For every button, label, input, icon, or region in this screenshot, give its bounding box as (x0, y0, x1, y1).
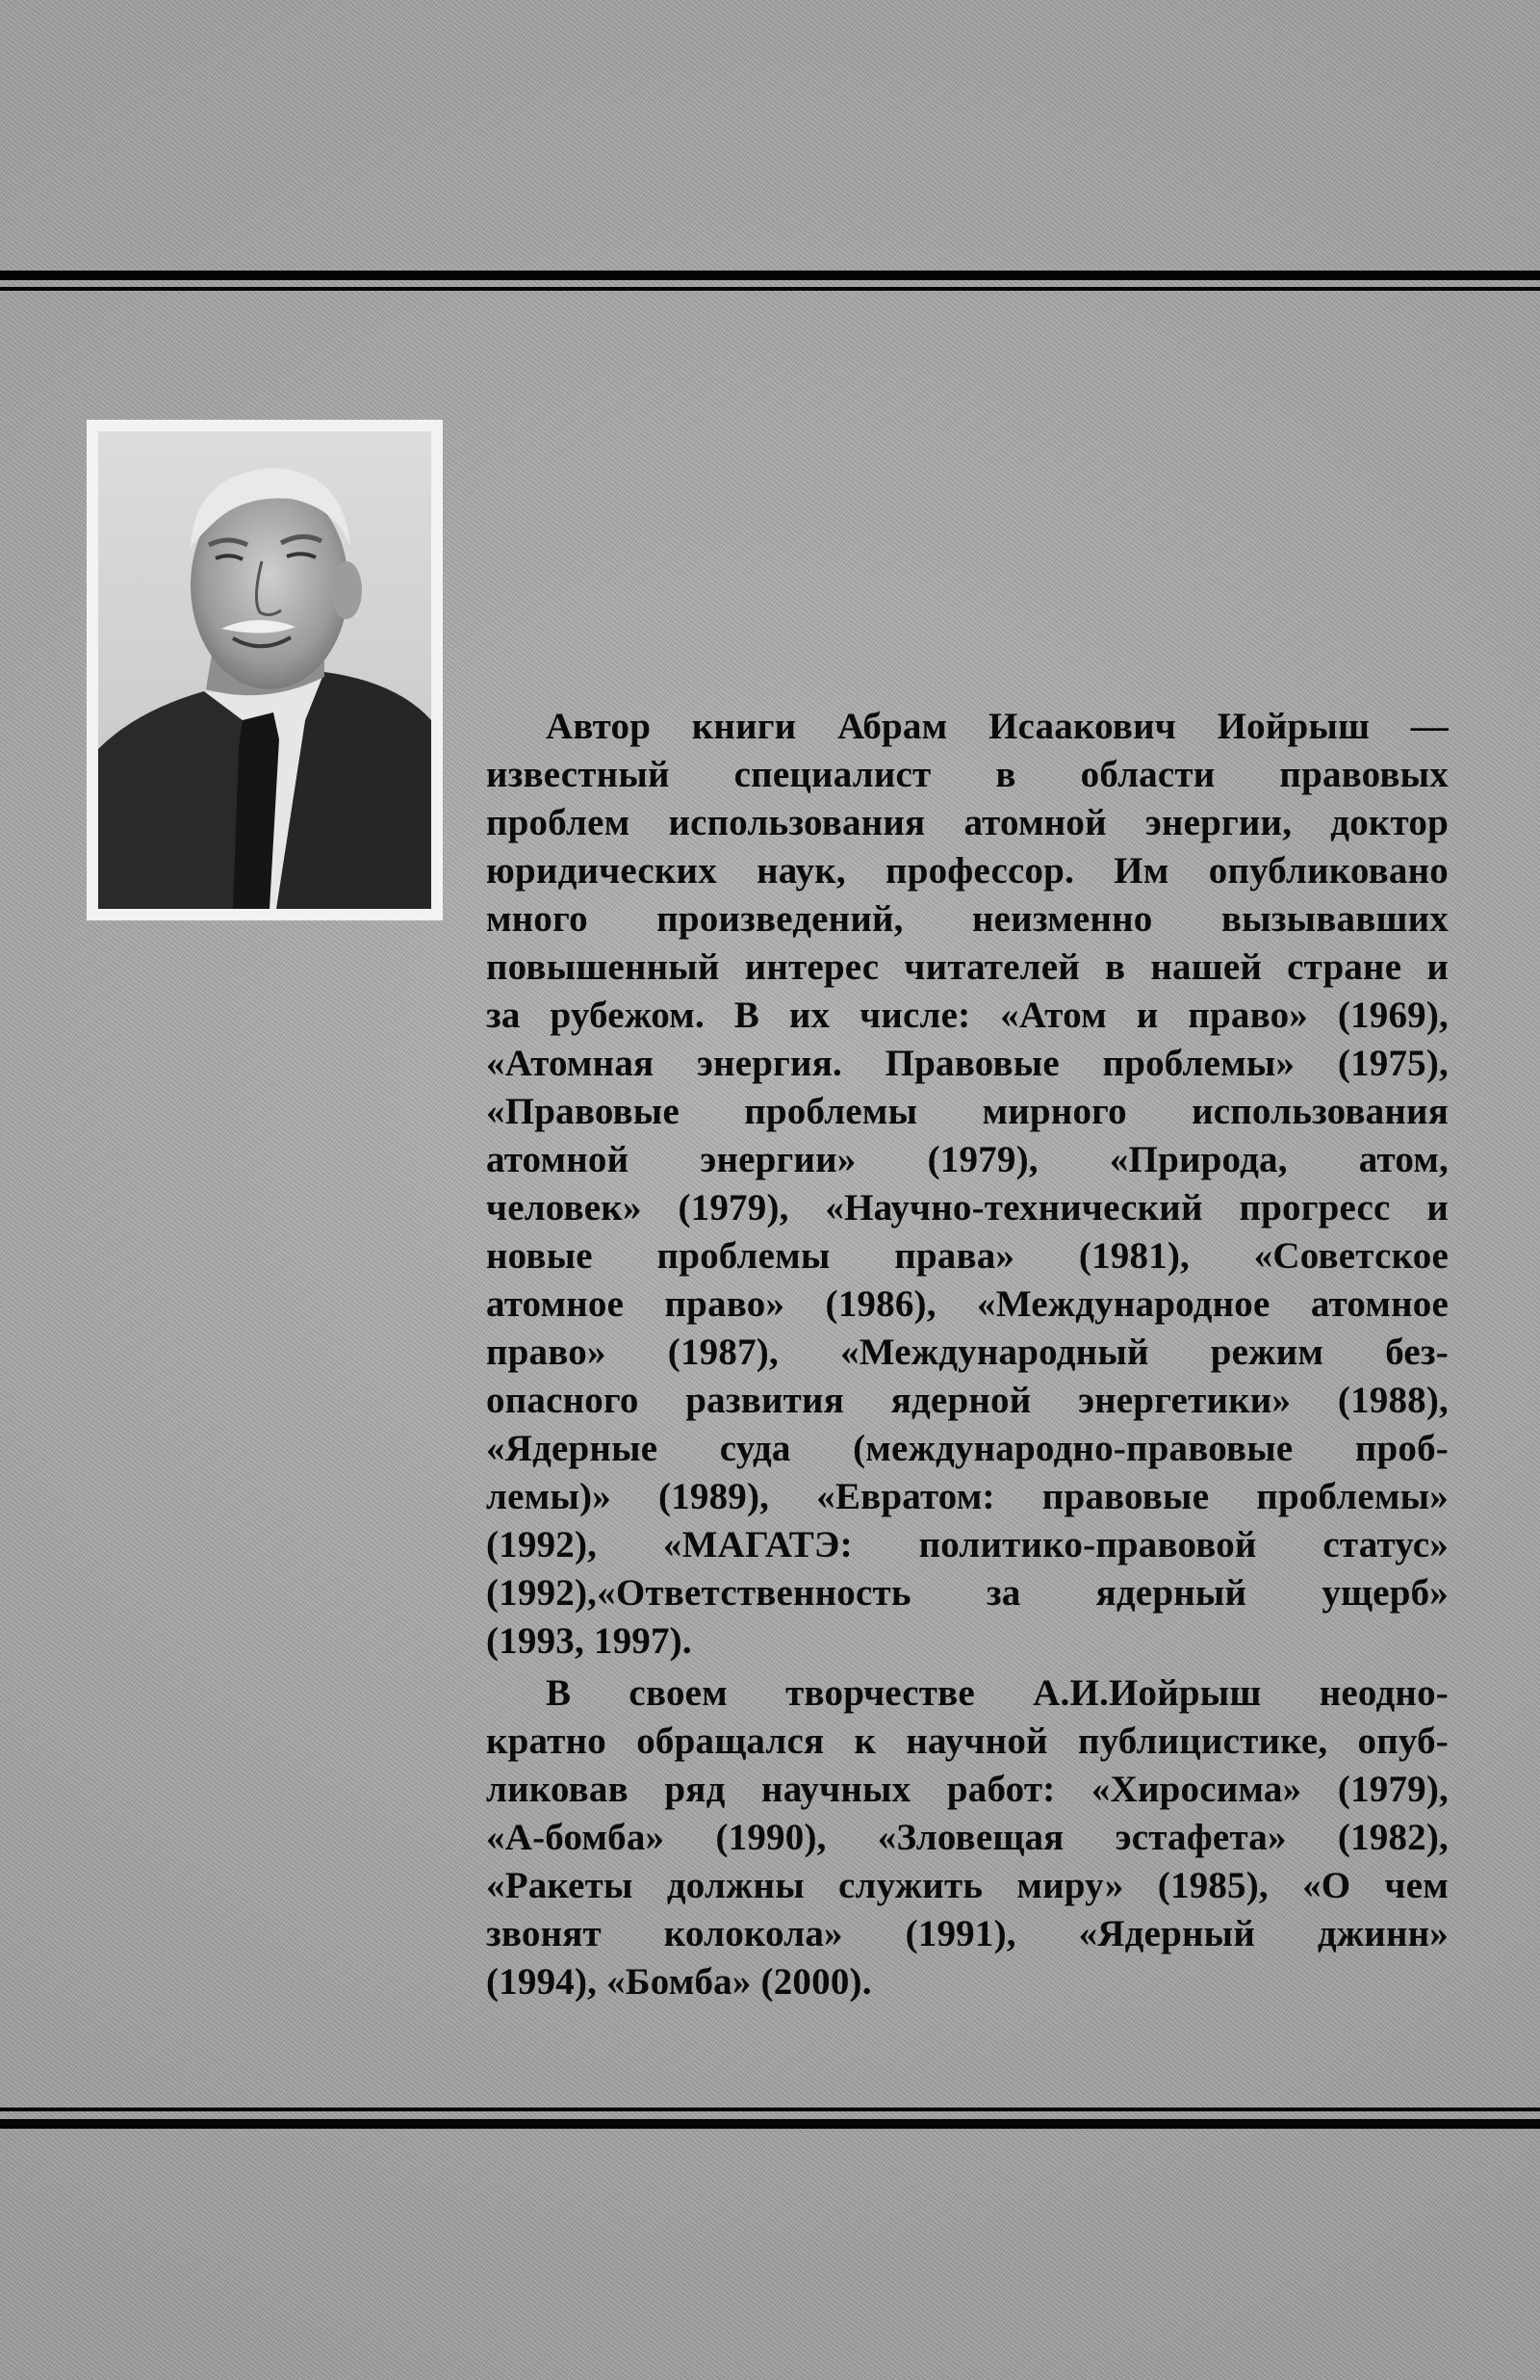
bio-line: лемы)» (1989), «Евратом: правовые проблемы» (486, 1476, 1449, 1517)
bio-line: атомной энергии» (1979), «Природа, атом, (486, 1139, 1449, 1180)
bio-line: новые проблемы права» (1981), «Советское (486, 1235, 1449, 1277)
bio-line: (1992), «МАГАТЭ: политико-правовой статус» (486, 1524, 1449, 1565)
bio-line: повышенный интерес читателей в нашей стране и (486, 946, 1449, 988)
author-photo (87, 420, 443, 920)
bio-line: «А-бомба» (1990), «Зловещая эстафета» (1982), (486, 1817, 1449, 1858)
bio-line: «Атомная энергия. Правовые проблемы» (1975), (486, 1043, 1449, 1084)
bio-line: юридических наук, профессор. Им опубликовано (486, 850, 1449, 892)
bio-paragraph-1 (486, 703, 1449, 1666)
bio-line: Автор книги Абрам Исаакович Иойрыш — (546, 706, 1449, 747)
bio-line: атомное право» (1986), «Международное атомное (486, 1283, 1449, 1325)
top-border-thick (0, 271, 1540, 280)
bio-line: человек» (1979), «Научно-технический прогресс и (486, 1187, 1449, 1229)
bio-line: (1993, 1997). (486, 1620, 692, 1662)
bottom-border-thick (0, 2119, 1540, 2129)
bio-line: за рубежом. В их числе: «Атом и право» (1969), (486, 995, 1449, 1036)
bio-paragraph-2 (486, 1669, 1449, 2006)
bio-line: опасного развития ядерной энергетики» (1988), (486, 1380, 1449, 1421)
bio-line: (1992),«Ответственность за ядерный ущерб» (486, 1572, 1449, 1614)
bio-line: В своем творчестве А.И.Иойрыш неодно- (546, 1672, 1449, 1714)
bio-line: кратно обращался к научной публицистике, опуб- (486, 1720, 1449, 1762)
top-border-thin (0, 287, 1540, 291)
bio-line: звонят колокола» (1991), «Ядерный джинн» (486, 1913, 1449, 1954)
bottom-border-thin (0, 2108, 1540, 2111)
bio-line: ликовав ряд научных работ: «Хиросима» (1979), (486, 1769, 1449, 1810)
bio-line: много произведений, неизменно вызывавших (486, 898, 1449, 940)
bio-line: «Ядерные суда (международно-правовые проб- (486, 1428, 1449, 1469)
bio-line: «Правовые проблемы мирного использования (486, 1091, 1449, 1132)
bio-line: проблем использования атомной энергии, доктор (486, 802, 1449, 843)
author-portrait-image (98, 431, 431, 909)
author-biography (486, 703, 1449, 2006)
bio-line: известный специалист в области правовых (486, 754, 1449, 795)
bio-line: (1994), «Бомба» (2000). (486, 1961, 872, 2003)
bio-line: право» (1987), «Международный режим без- (486, 1332, 1449, 1373)
bio-line: «Ракеты должны служить миру» (1985), «О чем (486, 1865, 1449, 1906)
